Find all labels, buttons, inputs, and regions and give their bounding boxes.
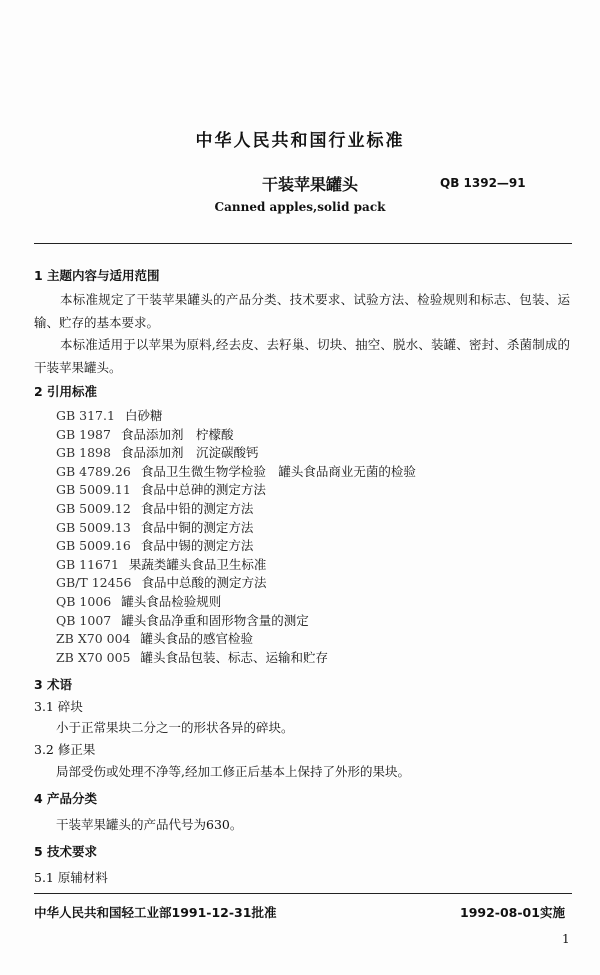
reference-code: GB 1987 [56,426,111,442]
page-number: 1 [562,932,570,946]
standard-title: 干装苹果罐头 [262,175,359,194]
section-1-heading: 1 主题内容与适用范围 [34,268,160,283]
reference-item [56,648,328,666]
reference-code: GB 11671 [56,556,119,572]
reference-item [56,611,309,629]
term-3-1: 3.1 碎块 [34,699,83,714]
reference-item [56,480,266,498]
reference-title: 食品中总砷的测定方法 [140,482,266,498]
reference-item [56,462,416,480]
issuing-body-title: 中华人民共和国行业标准 [195,131,405,151]
approval-line: 中华人民共和国轻工业部1991-12-31批准 [34,905,277,920]
section-2-heading: 2 引用标准 [34,384,98,399]
reference-title: 罐头食品包装、标志、运输和贮存 [140,649,328,665]
term-3-2: 3.2 修正果 [34,742,96,757]
english-title: Canned apples,solid pack [214,200,386,214]
reference-code: GB 5009.12 [56,501,131,516]
section-5-heading: 5 技术要求 [34,844,98,859]
section-4-heading: 4 产品分类 [34,791,98,806]
reference-code: QB 1006 [56,594,112,609]
reference-code: ZB X70 005 [56,649,131,665]
reference-title: 果蔬类罐头食品卫生标准 [128,556,267,572]
reference-item [56,629,253,647]
reference-code: ZB X70 004 [56,631,131,647]
section-1-para-1: 本标准规定了干装苹果罐头的产品分类、技术要求、试验方法、检验规则和标志、包装、运输、贮存的基本要求。 [34,292,570,330]
reference-item [56,443,258,461]
reference-title: 食品添加剂 沉淀碳酸钙 [120,445,259,461]
reference-code: GB 317.1 [56,408,115,423]
term-3-2-definition: 局部受伤或处理不净等,经加工修正后基本上保持了外形的果块。 [56,764,410,779]
reference-title: 食品中铜的测定方法 [140,519,254,535]
reference-title: 罐头食品净重和固形物含量的测定 [121,612,309,628]
reference-item [56,536,253,554]
reference-title: 罐头食品的感官检验 [140,631,253,647]
reference-title: 食品卫生微生物学检验 罐头食品商业无菌的检验 [140,463,416,479]
section-5-1-heading: 5.1 原辅材料 [34,870,108,885]
section-1-para-2: 本标准适用于以苹果为原料,经去皮、去籽巢、切块、抽空、脱水、装罐、密封、杀菌制成的干装苹果罐头。 [34,337,570,375]
reference-title: 食品中锡的测定方法 [140,538,254,554]
reference-item [56,499,253,517]
reference-code: GB 5009.11 [56,482,131,498]
effective-date: 1992-08-01实施 [460,905,565,920]
section-4-text: 干装苹果罐头的产品代号为630。 [56,817,243,832]
reference-code: GB 1898 [56,445,111,461]
footer-rule [34,893,572,894]
reference-item [56,406,162,424]
reference-title: 食品添加剂 柠檬酸 [120,426,234,442]
reference-code: GB 5009.16 [56,538,131,554]
reference-title: 食品中铅的测定方法 [140,501,254,516]
reference-item [56,518,253,536]
term-3-1-definition: 小于正常果块二分之一的形状各异的碎块。 [56,720,294,735]
header-rule [34,243,572,244]
section-3-heading: 3 术语 [34,677,73,692]
reference-item [56,592,221,610]
reference-title: 罐头食品检验规则 [121,594,222,609]
reference-item [56,425,233,443]
reference-code: GB 5009.13 [56,519,131,535]
reference-code: GB 4789.26 [56,463,131,479]
reference-code: QB 1007 [56,612,112,628]
reference-code: GB/T 12456 [56,575,132,591]
standard-code: QB 1392—91 [440,176,526,190]
reference-item [56,555,266,573]
reference-item [56,573,266,591]
reference-title: 白砂糖 [124,408,163,423]
reference-title: 食品中总酸的测定方法 [141,575,267,591]
